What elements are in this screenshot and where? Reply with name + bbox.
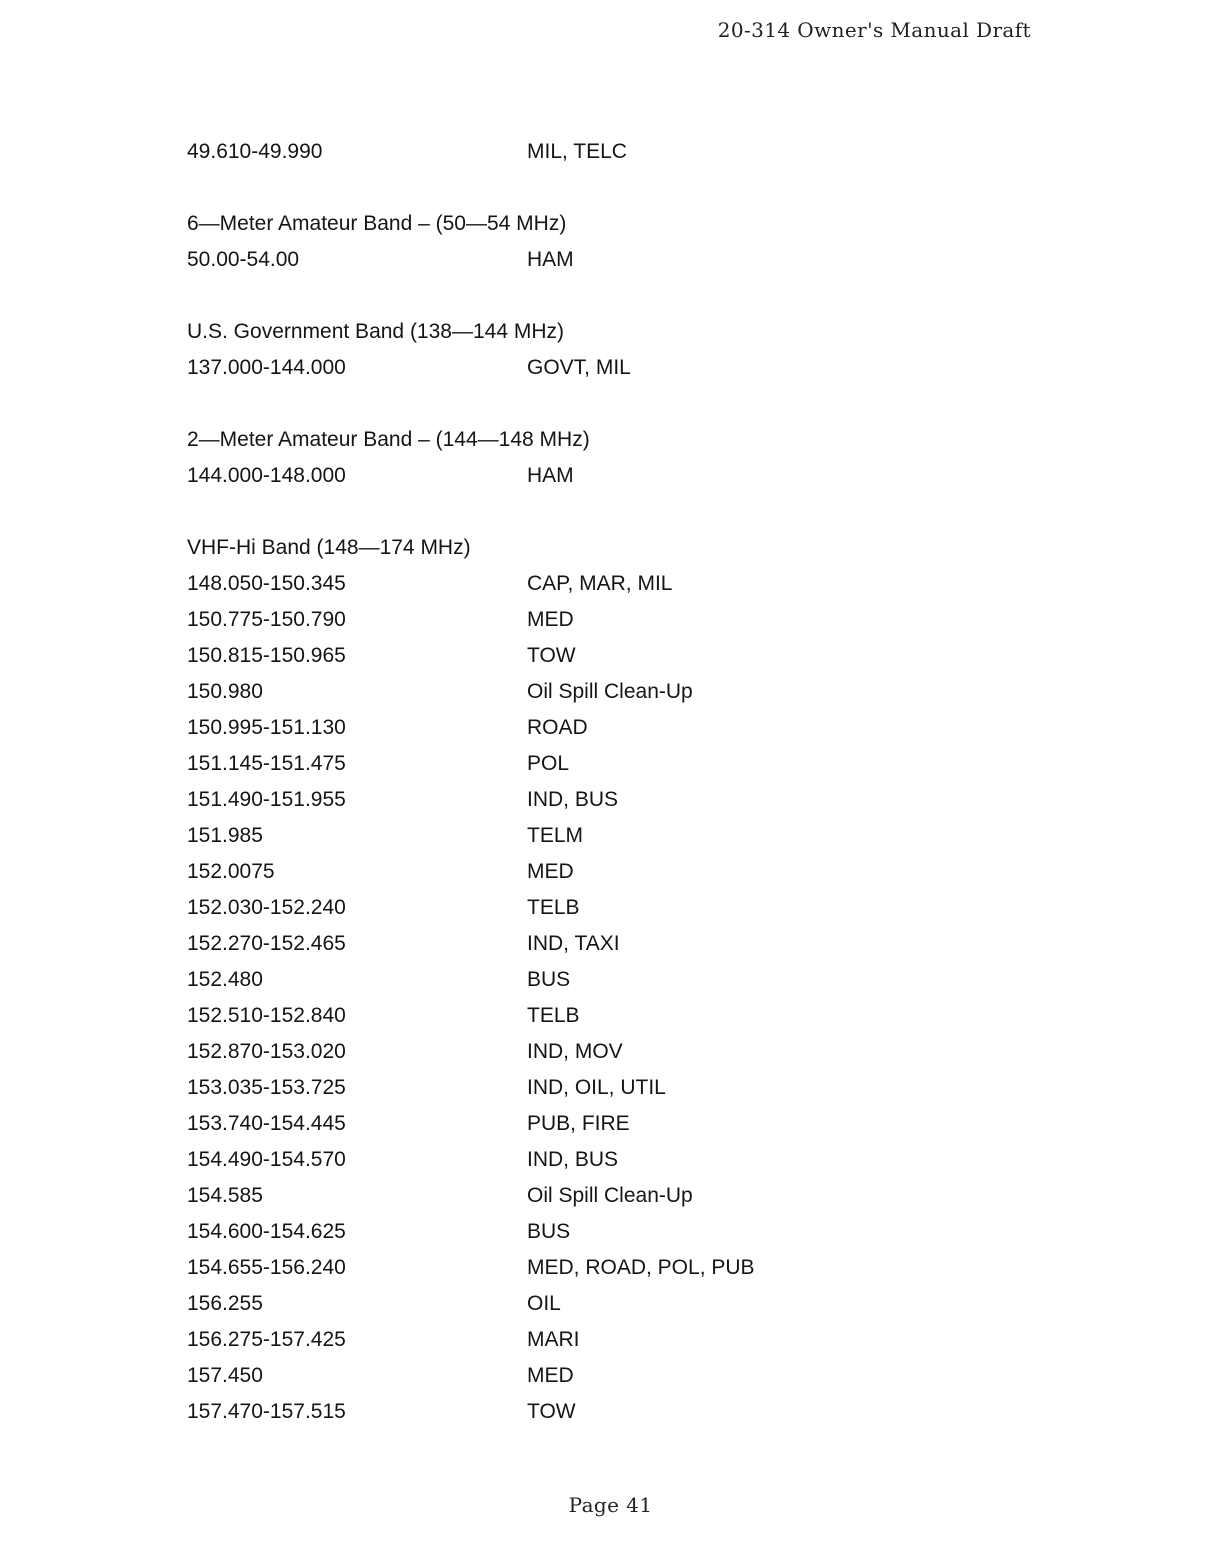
table-row: [187, 895, 580, 921]
frequency-range: 153.740-154.445: [187, 1112, 346, 1135]
service-code: Oil Spill Clean-Up: [527, 1184, 693, 1207]
service-code: Oil Spill Clean-Up: [527, 680, 693, 703]
table-row: [187, 1183, 693, 1209]
frequency-range: 49.610-49.990: [187, 140, 323, 163]
service-code: MED: [527, 608, 574, 631]
section-title-vhf-hi: VHF-Hi Band (148—174 MHz): [187, 536, 471, 559]
table-row: [187, 715, 588, 741]
table-row: [187, 607, 574, 633]
table-row: [187, 247, 574, 273]
table-row: [187, 1003, 580, 1029]
frequency-range: 153.035-153.725: [187, 1076, 346, 1099]
frequency-range: 157.450: [187, 1364, 263, 1387]
service-code: IND, MOV: [527, 1040, 623, 1063]
frequency-range: 150.980: [187, 680, 263, 703]
table-row: [187, 787, 618, 813]
frequency-range: 150.815-150.965: [187, 644, 346, 667]
service-code: BUS: [527, 968, 571, 991]
frequency-range: 150.995-151.130: [187, 716, 346, 739]
table-row: [187, 1075, 666, 1101]
table-row: [187, 1327, 580, 1353]
table-row: [187, 463, 574, 489]
service-code: TOW: [527, 644, 576, 667]
frequency-range: 144.000-148.000: [187, 464, 346, 487]
service-code: IND, OIL, UTIL: [527, 1076, 666, 1099]
service-code: MED, ROAD, POL, PUB: [527, 1256, 755, 1279]
table-row: [187, 1039, 623, 1065]
frequency-range: 156.255: [187, 1292, 263, 1315]
table-row: [187, 1399, 576, 1425]
service-code: HAM: [527, 464, 574, 487]
frequency-range: 157.470-157.515: [187, 1400, 346, 1423]
service-code: MED: [527, 1364, 574, 1387]
table-row: [187, 1111, 630, 1137]
frequency-range: 152.030-152.240: [187, 896, 346, 919]
section-title-2-meter: 2—Meter Amateur Band – (144—148 MHz): [187, 428, 590, 451]
service-code: MARI: [527, 1328, 580, 1351]
service-code: OIL: [527, 1292, 561, 1315]
table-row: [187, 751, 569, 777]
frequency-range: 152.480: [187, 968, 263, 991]
frequency-range: 151.985: [187, 824, 263, 847]
service-code: HAM: [527, 248, 574, 271]
service-code: BUS: [527, 1220, 571, 1243]
table-row: [187, 823, 583, 849]
service-code: TELB: [527, 896, 580, 919]
table-row: [187, 1219, 570, 1245]
service-code: POL: [527, 752, 570, 775]
frequency-range: 154.585: [187, 1184, 263, 1207]
frequency-range: 150.775-150.790: [187, 608, 346, 631]
frequency-range: 152.0075: [187, 860, 275, 883]
frequency-range: 152.510-152.840: [187, 1004, 346, 1027]
table-row: [187, 355, 631, 381]
table-row: [187, 1255, 755, 1281]
frequency-range: 156.275-157.425: [187, 1328, 346, 1351]
frequency-range: 154.490-154.570: [187, 1148, 346, 1171]
service-code: IND, BUS: [527, 788, 619, 811]
frequency-range: 152.270-152.465: [187, 932, 346, 955]
service-code: MIL, TELC: [527, 140, 627, 163]
page-number: Page 41: [568, 1493, 653, 1517]
frequency-range: 154.600-154.625: [187, 1220, 346, 1243]
frequency-range: 50.00-54.00: [187, 248, 300, 271]
table-row: [187, 967, 570, 993]
frequency-range: 148.050-150.345: [187, 572, 346, 595]
table-row: [187, 643, 576, 669]
service-code: TOW: [527, 1400, 576, 1423]
table-row: [187, 679, 693, 705]
service-code: CAP, MAR, MIL: [527, 572, 673, 595]
service-code: TELB: [527, 1004, 580, 1027]
table-row: [187, 1291, 561, 1317]
document-header: 20-314 Owner's Manual Draft: [717, 18, 1031, 42]
frequency-range: 137.000-144.000: [187, 356, 346, 379]
service-code: GOVT, MIL: [527, 356, 631, 379]
section-title-6-meter: 6—Meter Amateur Band – (50—54 MHz): [187, 212, 567, 235]
service-code: TELM: [527, 824, 584, 847]
table-row: [187, 931, 620, 957]
service-code: MED: [527, 860, 574, 883]
service-code: IND, TAXI: [527, 932, 620, 955]
frequency-range: 151.490-151.955: [187, 788, 346, 811]
table-row: [187, 1363, 574, 1389]
frequency-range: 154.655-156.240: [187, 1256, 346, 1279]
frequency-range: 152.870-153.020: [187, 1040, 346, 1063]
table-row: [187, 139, 627, 165]
table-row: [187, 859, 574, 885]
frequency-range: 151.145-151.475: [187, 752, 346, 775]
service-code: IND, BUS: [527, 1148, 619, 1171]
service-code: ROAD: [527, 716, 588, 739]
section-title-government: U.S. Government Band (138—144 MHz): [187, 320, 564, 343]
table-row: [187, 1147, 618, 1173]
service-code: PUB, FIRE: [527, 1112, 630, 1135]
table-row: [187, 571, 672, 597]
